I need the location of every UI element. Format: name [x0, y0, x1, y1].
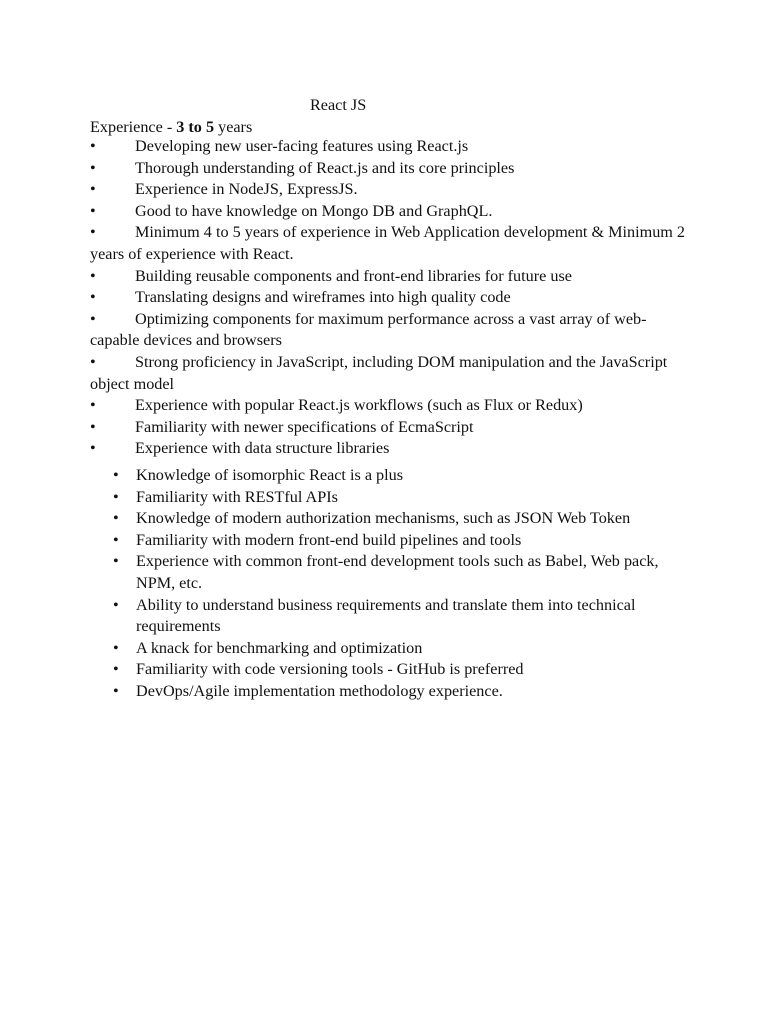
- list-item-text: Familiarity with RESTful APIs: [136, 487, 338, 506]
- bullet-icon: •: [113, 509, 119, 528]
- list-item: [90, 352, 690, 395]
- list-item: [90, 136, 690, 158]
- list-item-text: Strong proficiency in JavaScript, including DOM manipulation and the JavaScript object model: [90, 352, 668, 393]
- bullet-icon: •: [113, 487, 119, 506]
- experience-label: Experience -: [90, 118, 177, 136]
- bullet-icon: •: [90, 180, 96, 199]
- list-item: [90, 395, 690, 417]
- list-item-text: Optimizing components for maximum performance across a vast array of web-capable devices and browsers: [90, 309, 647, 350]
- list-item-text: Building reusable components and front-end libraries for future use: [135, 266, 572, 285]
- bullet-icon: •: [113, 595, 119, 614]
- list-item-text: A knack for benchmarking and optimization: [136, 638, 423, 657]
- list-item: [113, 530, 673, 552]
- bullet-icon: •: [90, 137, 96, 155]
- list-item: [90, 201, 690, 223]
- secondary-requirements-list: [113, 465, 673, 703]
- list-item: [113, 659, 673, 681]
- bullet-icon: •: [90, 396, 96, 415]
- list-item-text: Familiarity with modern front-end build pipelines and tools: [136, 530, 522, 549]
- list-item-text: Thorough understanding of React.js and its core principles: [135, 158, 515, 177]
- list-item-text: Good to have knowledge on Mongo DB and GraphQL.: [135, 201, 493, 220]
- list-item-text: Knowledge of isomorphic React is a plus: [136, 466, 404, 484]
- list-item: [90, 417, 690, 439]
- list-item: [113, 681, 673, 703]
- bullet-icon: •: [113, 466, 119, 484]
- bullet-icon: •: [113, 638, 119, 657]
- list-item-text: DevOps/Agile implementation methodology experience.: [136, 681, 503, 700]
- bullet-icon: •: [113, 660, 119, 679]
- bullet-icon: •: [90, 352, 96, 371]
- list-item-text: Experience with common front-end development tools such as Babel, Web pack, NPM, etc.: [136, 552, 659, 592]
- list-item: [90, 179, 690, 201]
- list-item: [90, 438, 690, 460]
- list-item: [113, 508, 673, 530]
- list-item-text: Familiarity with newer specifications of EcmaScript: [135, 417, 474, 436]
- bullet-icon: •: [90, 266, 96, 285]
- bullet-icon: •: [90, 439, 96, 458]
- document-title: React JS: [310, 96, 367, 114]
- list-item: [113, 638, 673, 660]
- list-item-text: Experience with data structure libraries: [135, 439, 390, 458]
- bullet-icon: •: [90, 288, 96, 307]
- list-item: [113, 465, 673, 487]
- experience-unit: years: [214, 118, 253, 136]
- list-item: [113, 551, 673, 594]
- list-item-text: Ability to understand business requirements and translate them into technical requirements: [136, 595, 636, 636]
- bullet-icon: •: [90, 201, 96, 220]
- bullet-icon: •: [90, 223, 96, 242]
- list-item-text: Experience in NodeJS, ExpressJS.: [135, 180, 358, 199]
- list-item-text: Knowledge of modern authorization mechanisms, such as JSON Web Token: [136, 509, 631, 528]
- bullet-icon: •: [90, 417, 96, 436]
- list-item-text: Familiarity with code versioning tools - GitHub is preferred: [136, 660, 524, 679]
- list-item-text: Developing new user-facing features using React.js: [135, 137, 469, 155]
- bullet-icon: •: [113, 552, 119, 571]
- list-item-text: Minimum 4 to 5 years of experience in Web Application development & Minimum 2 years of experience with React.: [90, 223, 686, 263]
- experience-range: 3 to 5: [176, 118, 215, 136]
- list-item-text: Experience with popular React.js workflows (such as Flux or Redux): [135, 396, 583, 415]
- list-item: [113, 595, 673, 638]
- experience-line: [90, 116, 252, 138]
- list-item: [90, 287, 690, 309]
- bullet-icon: •: [90, 309, 96, 328]
- list-item-text: Translating designs and wireframes into high quality code: [135, 288, 511, 307]
- bullet-icon: •: [113, 681, 119, 700]
- list-item: [90, 158, 690, 180]
- bullet-icon: •: [113, 530, 119, 549]
- list-item: [90, 266, 690, 288]
- primary-requirements-list: [90, 136, 690, 460]
- bullet-icon: •: [90, 158, 96, 177]
- list-item: [90, 309, 690, 352]
- list-item: [90, 222, 690, 265]
- list-item: [113, 487, 673, 509]
